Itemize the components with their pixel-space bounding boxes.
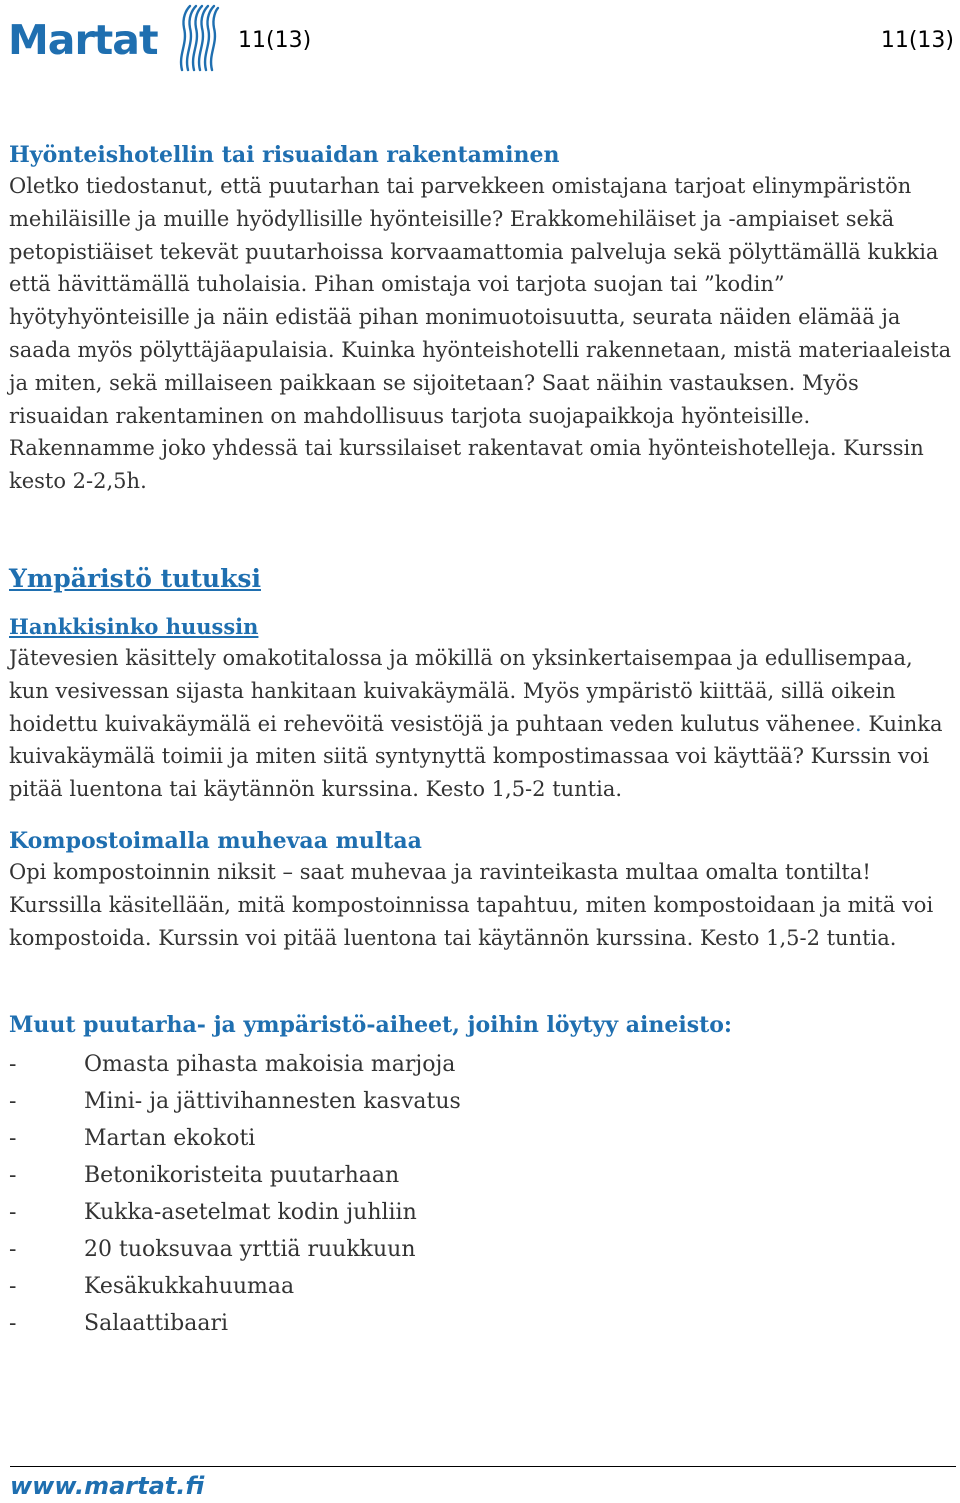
list-item <box>9 1083 955 1120</box>
list-dash: - <box>9 1311 17 1337</box>
list-dash: - <box>9 1089 17 1115</box>
insect-hotel-heading: Hyönteishotellin tai risuaidan rakentaminen <box>9 142 560 168</box>
page-number-left: 11(13) <box>238 28 312 53</box>
list-item <box>9 1194 955 1231</box>
page-header <box>0 0 960 80</box>
list-item <box>9 1231 955 1268</box>
dry-toilet-heading-link[interactable]: Hankkisinko huussin <box>9 613 259 639</box>
list-item-text: Betonikoristeita puutarhaan <box>84 1163 400 1189</box>
compost-heading: Kompostoimalla muhevaa multaa <box>9 827 422 854</box>
list-item-text: Mini- ja jättivihannesten kasvatus <box>84 1089 461 1115</box>
dry-toilet-body <box>9 642 955 806</box>
list-dash: - <box>9 1163 17 1189</box>
list-item-text: Omasta pihasta makoisia marjoja <box>84 1052 456 1078</box>
logo-wave-icon <box>176 4 220 74</box>
dry-toilet-body-part2: Kuinka kuivakäymälä toimii ja miten siitä syntynyttä kompostimassaa voi käyttää? Kurssin voi pitää luentona tai käytännön kurssina. Kesto 1,5-2 tuntia. <box>9 711 943 802</box>
document-content <box>9 140 955 1342</box>
list-item-text: Martan ekokoti <box>84 1126 256 1152</box>
list-dash: - <box>9 1237 17 1263</box>
list-item-text: Kukka-asetelmat kodin juhliin <box>84 1200 417 1226</box>
list-item-text: Salaattibaari <box>84 1311 229 1337</box>
list-item <box>9 1046 955 1083</box>
insect-hotel-body: Oletko tiedostanut, että puutarhan tai parvekkeen omistajana tarjoat elinympäristön mehiläisille ja muille hyödyllisille hyönteisille? Erakkomehiläiset ja -ampiaiset sekä petopistiäiset tekevät puutarhoissa korvaamattomia palveluja sekä pölyttämällä kukkia että hävittämällä tuholaisia. Pihan omistaja voi tarjota suojan tai ”kodin” hyötyhyönteisille ja näin edistää pihan monimuotoisuutta, seurata näiden elämää ja saada myös pölyttäjäapulaisia. Kuinka hyönteishotelli rakennetaan, mistä materiaaleista ja miten, sekä millaiseen paikkaan se sijoitetaan? Saat näihin vastauksen. Myös risuaidan rakentaminen on mahdollisuus tarjota suojapaikkoja hyönteisille. Rakennamme joko yhdessä tai kurssilaiset rakentavat omia hyönteishotelleja. Kurssin kesto 2-2,5h. <box>9 174 952 494</box>
list-dash: - <box>9 1200 17 1226</box>
list-dash: - <box>9 1052 17 1078</box>
other-topics-list <box>9 1046 955 1342</box>
logo-wordmark: Martat <box>8 16 158 64</box>
dry-toilet-body-part1: Jätevesien käsittely omakotitalossa ja mökillä on yksinkertaisempaa ja edullisempaa, kun vesivessan sijasta hankitaan kuivakäymälä. Myös ympäristö kiittää, sillä oikein hoidettu kuivakäymälä ei rehevöitä vesistöjä ja puhtaan veden kulutus vähenee <box>9 645 913 736</box>
list-dash: - <box>9 1126 17 1152</box>
list-item <box>9 1305 955 1342</box>
environment-heading-link[interactable]: Ympäristö tutuksi <box>9 563 261 593</box>
footer-website-link[interactable]: www.martat.fi <box>10 1472 205 1500</box>
page-number-right: 11(13) <box>880 28 954 53</box>
list-item <box>9 1268 955 1305</box>
list-item-text: 20 tuoksuvaa yrttiä ruukkuun <box>84 1237 416 1263</box>
list-item <box>9 1157 955 1194</box>
other-topics-heading: Muut puutarha- ja ympäristö-aiheet, joihin löytyy aineisto: <box>9 1012 733 1039</box>
compost-body: Opi kompostoinnin niksit – saat muhevaa ja ravinteikasta multaa omalta tontilta! Kurssilla käsitellään, mitä kompostoinnissa tapahtuu, miten kompostoidaan ja mitä voi kompostoida. Kurssin voi pitää luentona tai käytännön kurssina. Kesto 1,5-2 tuntia. <box>9 859 934 950</box>
list-item-text: Kesäkukkahuumaa <box>84 1274 295 1300</box>
dry-toilet-body-dot: . <box>854 711 862 736</box>
footer-divider <box>10 1466 956 1467</box>
martat-logo <box>8 4 218 74</box>
list-item <box>9 1120 955 1157</box>
list-dash: - <box>9 1274 17 1300</box>
